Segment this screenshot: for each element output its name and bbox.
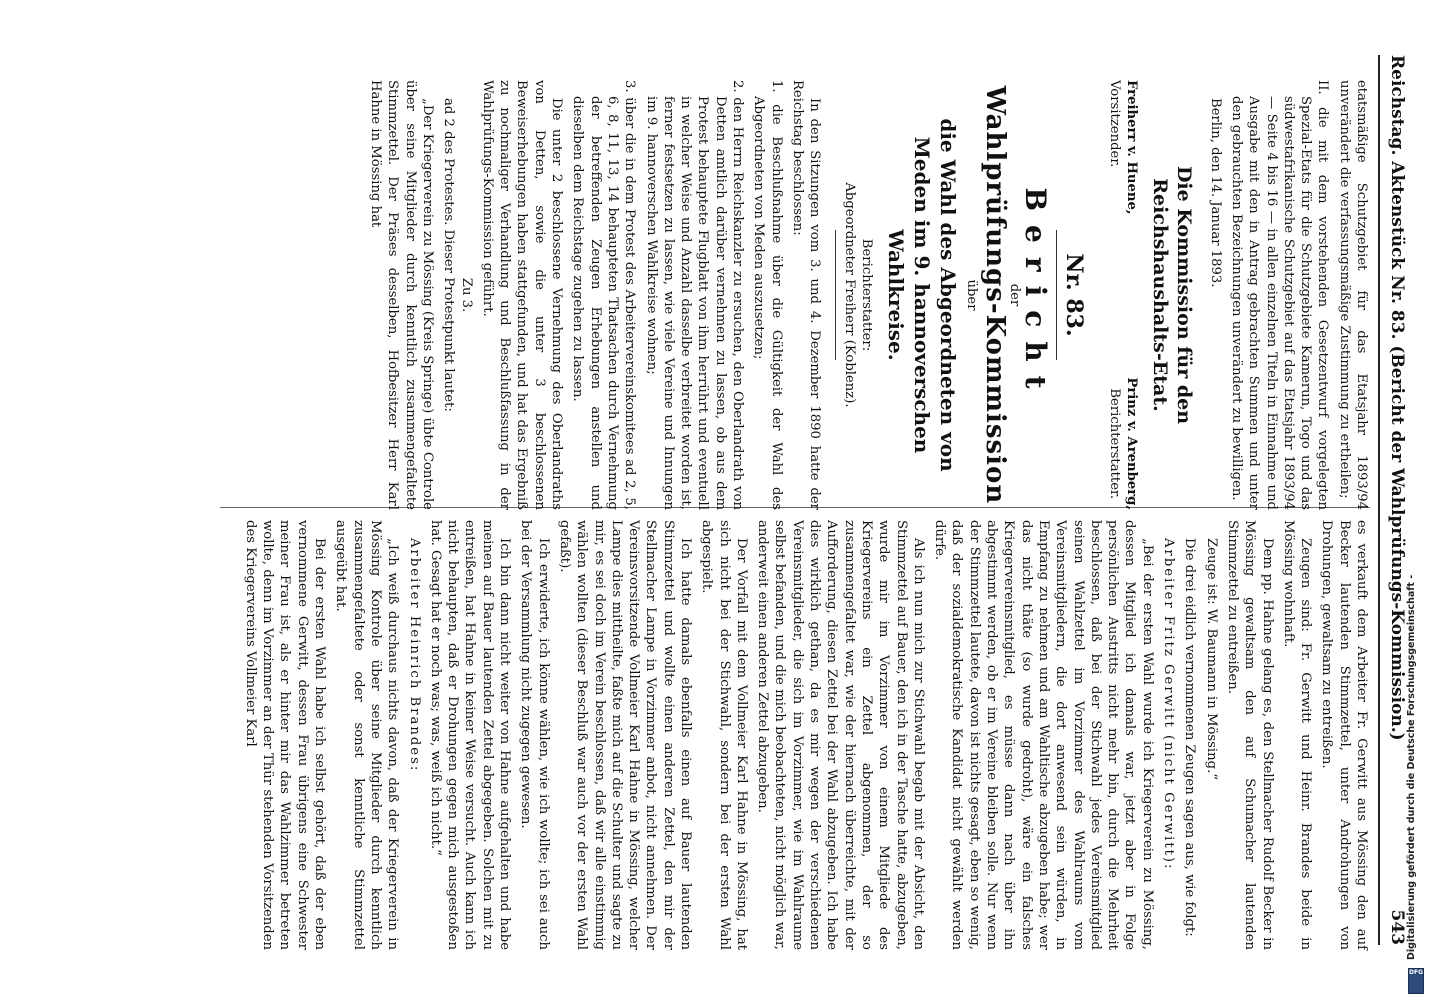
ad-2-line: ad 2 des Protestes. Dieser Protestpunkt lautet: (441, 98, 457, 412)
date-line: Berlin, den 14. Januar 1893. (1207, 98, 1223, 288)
right-para-3: Dem pp. Hahne gelang es, den Stellmacher Rudolf Becker in Mössing gewaltsam den auf Schumacher lautenden Stimmzettel zu entreißen. (1224, 520, 1275, 950)
ueber-line: über (964, 279, 980, 311)
right-para-2: Zeugen sind: Fr. Gerwitt und Heinr. Brandes beide in Mössing wohnhaft. (1280, 520, 1314, 950)
short-rule-2 (835, 230, 836, 360)
short-rule (1056, 230, 1057, 360)
witness-2-name: Arbeiter Heinrich Brandes: (406, 538, 422, 773)
intro-fragment: etatsmäßige Schutzgebiet für das Etatsjahr 1893/94 unverändert die verfassungsmäßige Zustimmung zu ertheilen; (1336, 80, 1369, 510)
signature-left (1106, 80, 1141, 214)
page-number: 543 (1387, 909, 1407, 945)
witness-1-text-2: Als ich nun mich zur Stichwahl begab mit der Absicht, den Stimmzettel auf Bauer, den ich in der Tasche hatte, abzugeben, wurde mir im Vorzimmer von einem Mitgliede des Kriegervereins ein Zettel abgenommen, der so zusammengefaltet war, wie der hiernach überreichte, mit der Aufforderung, diesen Zettel bei der Wahl abzugeben. Ich habe dies wirklich gethan, da es mir wegen der verschiedenen Vereinsmitglieder, die sich im Vorzimmer, wie im Wahlraume selbst befanden, und die mich beobachteten, nicht möglich war, anderweit einen anderen Zettel abzugeben. (755, 520, 926, 950)
quote-start: „Der Kriegerverein zu Mössing (Kreis Springe) übte Controle über seine Mitglieder durch kenntlich zusammengefaltete Stimmzettel. Der Präses desselben, Hofbesitzer Herr Karl Hahne in Mössing hat (368, 80, 436, 510)
dfg-logo-text: DFG (1409, 969, 1424, 976)
header-title: Reichstag. Aktenstück Nr. 83. (Bericht der Wahlprüfungs-Kommission.) (1387, 55, 1407, 741)
right-para-1: es verkauft dem Arbeiter Fr. Gerwitt aus Mössing den auf Becker lautenden Stimmzettel, unter Androhungen von Drohungen, gewaltsam zu entreißen. (1319, 520, 1369, 950)
kommission-heading: Wahlprüfungs-Kommission (980, 85, 1011, 505)
commission-title: Die Kommission für den Reichshaushalts-Etat. (1149, 165, 1196, 425)
right-column (238, 520, 1370, 950)
berichterstatter-label: Berichterstatter: (858, 238, 874, 352)
item-1: 1. die Beschlußnahme über die Gültigkeit der Wahl des Abgeordneten von Meden auszusetzen; (751, 80, 784, 510)
witness-1-text-3: Der Vorfall mit dem Vollmeier Karl Hahne in Mössing, hat sich nicht bei der Stichwahl, sondern bei der ersten Wahl abgespielt. (699, 520, 749, 950)
item-ii: II. die mit dem vorstehenden Gesetzentwurf vorgelegten Spezial-Etats für die Schutzgebiete Kamerun, Togo und das südwestafrikanische Schutzgebiet auf das Etatsjahr 1893/94 — Seite 4 bis 16 — in allen einzelnen Titeln in Einnahme und Ausgabe mit den in Antrag gebrachten Summen und unter den gebrauchten Bezeichnungen unverändert zu bewilligen. (1228, 80, 1331, 510)
zu-3-heading: Zu 3. (458, 277, 474, 313)
document-number: Nr. 83. (1061, 253, 1088, 337)
witness-1-text-6: Ich bin dann nicht weiter von Hahne aufgehalten und habe meinen auf Bauer lautenden Zettel abgegeben. Solchen mit zu entreißen, hat Hahne in keiner Weise versucht. Auch kann ich nicht behaupten, daß er Drohungen gegen mich ausgestoßen hat. Gesagt hat er noch was; was, weiß ich nicht.“ (427, 520, 513, 950)
header-rule (1378, 55, 1380, 945)
witness-1-text: „Bei der ersten Wahl wurde ich Kriegerverein zu Mössing, dessen Mitglied ich damals war, jetzt aber in Folge persönlichen Austritts nicht mehr bin, durch die Mehrheit beschlossen, daß bei der Stichwahl jedes Vereinsmitglied seinen Wahlzettel im Vorzimmer des Wahlraums vom Vereinsmitgliedern, die dort anwesend sein würden, in Empfang zu nehmen und am Wahltische abzugeben habe; wer das nicht thäte (so wurde gedroht), wäre ein falsches Kriegervereinsmitglied, es müsse dann nach über ihn abgestimmt werden, ob er im Vereine bleiben solle. Nur wenn der Stimmzettel lautete, davon ist nichts gesagt, eben so wenig, daß der sozialdemokratische Kandidat nicht gewählt werden dürfe. (932, 520, 1155, 950)
right-para-5: Die drei eidlich vernommenen Zeugen sagen aus, wie folgt: (1182, 538, 1198, 937)
digitization-credit (1406, 574, 1426, 960)
signature-row (1104, 80, 1140, 510)
witness-1-name: Arbeiter Fritz Gerwitt (nicht Gerwitt): (1161, 538, 1177, 871)
signature-left-name: Freiherr v. Huene, (1124, 80, 1140, 215)
signature-right (1106, 377, 1141, 510)
para-sitzungen: In den Sitzungen vom 3. und 4. Dezember 1890 hatte der Reichstag beschlossen: (789, 80, 823, 510)
der-line: der (1006, 283, 1022, 307)
item-2: 2. den Herrn Reichskanzler zu ersuchen, den Oberlandrath von Detten amtlich darüber vernehmen zu lassen, ob aus dem Protest behauptete Flugblatt von ihm herrührt und eventuell in welcher Weise und Anzahl dasselbe verbreitet worden ist, ferner festsetzen zu lassen, wie viele Vereine und Innungen im 9. hannoverschen Wahlkreise wohnen; (643, 80, 746, 510)
para-ausgefuehrt: Die unter 2 beschlossene Vernehmung des Oberlandraths von Detten, sowie die unter 3 beschlossenen Beweiserhebungen haben stattgefunden, und hat das Ergebniß zu nochmaliger Verhandlung und Beschlußfassung in der Wahlprüfungs-Kommission geführt. (479, 80, 565, 510)
item-3: 3. über die in dem Protest des Arbeitervereinskomitees ad 2, 5, 6, 8, 11, 13, 14 behaupteten Thatsachen durch Vernehmung der betreffenden Zeugen Erhebungen anstellen und dieselben dem Reichstage zugehen zu lassen. (570, 80, 638, 510)
dfg-logo-icon (1408, 968, 1424, 994)
witness-2-text-2: Bei der ersten Wahl habe ich selbst gehört, daß der eben vernommene Gerwitt, dessen Frau übrigens eine Schwester meiner Frau ist, als er hinter mir das Wahlzimmer betreten wollte, denn im Vorzimmer an der Thür stehenden Vorsitzenden des Kriegervereins Vollmeier Karl (242, 520, 328, 950)
berichterstatter-name: Abgeordneter Freiherr (Koblenz). (841, 182, 857, 408)
bericht-heading: Bericht (1019, 187, 1053, 403)
witness-1-text-5: Ich erwiderte, ich könne wählen, wie ich wollte; ich sei auch bei der Versammlung nicht zugegen gewesen. (518, 520, 551, 950)
witness-1-text-4: Ich hatte damals ebenfalls einen auf Bauer lautenden Stimmzettel und wollte einen anderen Zettel, den mir der Stellmacher Lampe in Vorzimmer anbot, nicht annehmen. Der Vereinsvorsitzende Vollmeier Karl Hahne in Mössing, welcher Lampe dies mittheilte, faßte mich auf die Schulter und sagte zu mir, es sei doch im Verein beschlossen, daß wir alle einstimmig wählen wollten (dieser Beschluß war auch vor der ersten Wahl gefaßt). (556, 520, 694, 950)
running-header (1381, 55, 1407, 945)
signature-right-name: Prinz v. Arenberg, (1124, 377, 1140, 510)
wahl-title: die Wahl des Abgeordneten von Meden im 9. hannoverschen Wahlkreise. (883, 118, 960, 472)
signature-left-role: Vorsitzender. (1107, 80, 1123, 168)
left-column (363, 80, 1370, 510)
digitization-credit-text: Digitalisierung gefördert durch die Deutsche Forschungsgemeinschaft - (1406, 574, 1417, 960)
right-para-4: Zeuge ist: W. Baumann in Mössing.“ (1203, 538, 1219, 781)
witness-2-text: „Ich weiß durchaus nichts davon, daß der Kriegerverein in Mössing Kontrole über seine Mitglieder durch kenntlich zusammengefaltete oder sonst kenntliche Stimmzettel ausgeübt hat. (333, 520, 401, 950)
signature-right-role: Berichterstatter. (1107, 388, 1123, 500)
